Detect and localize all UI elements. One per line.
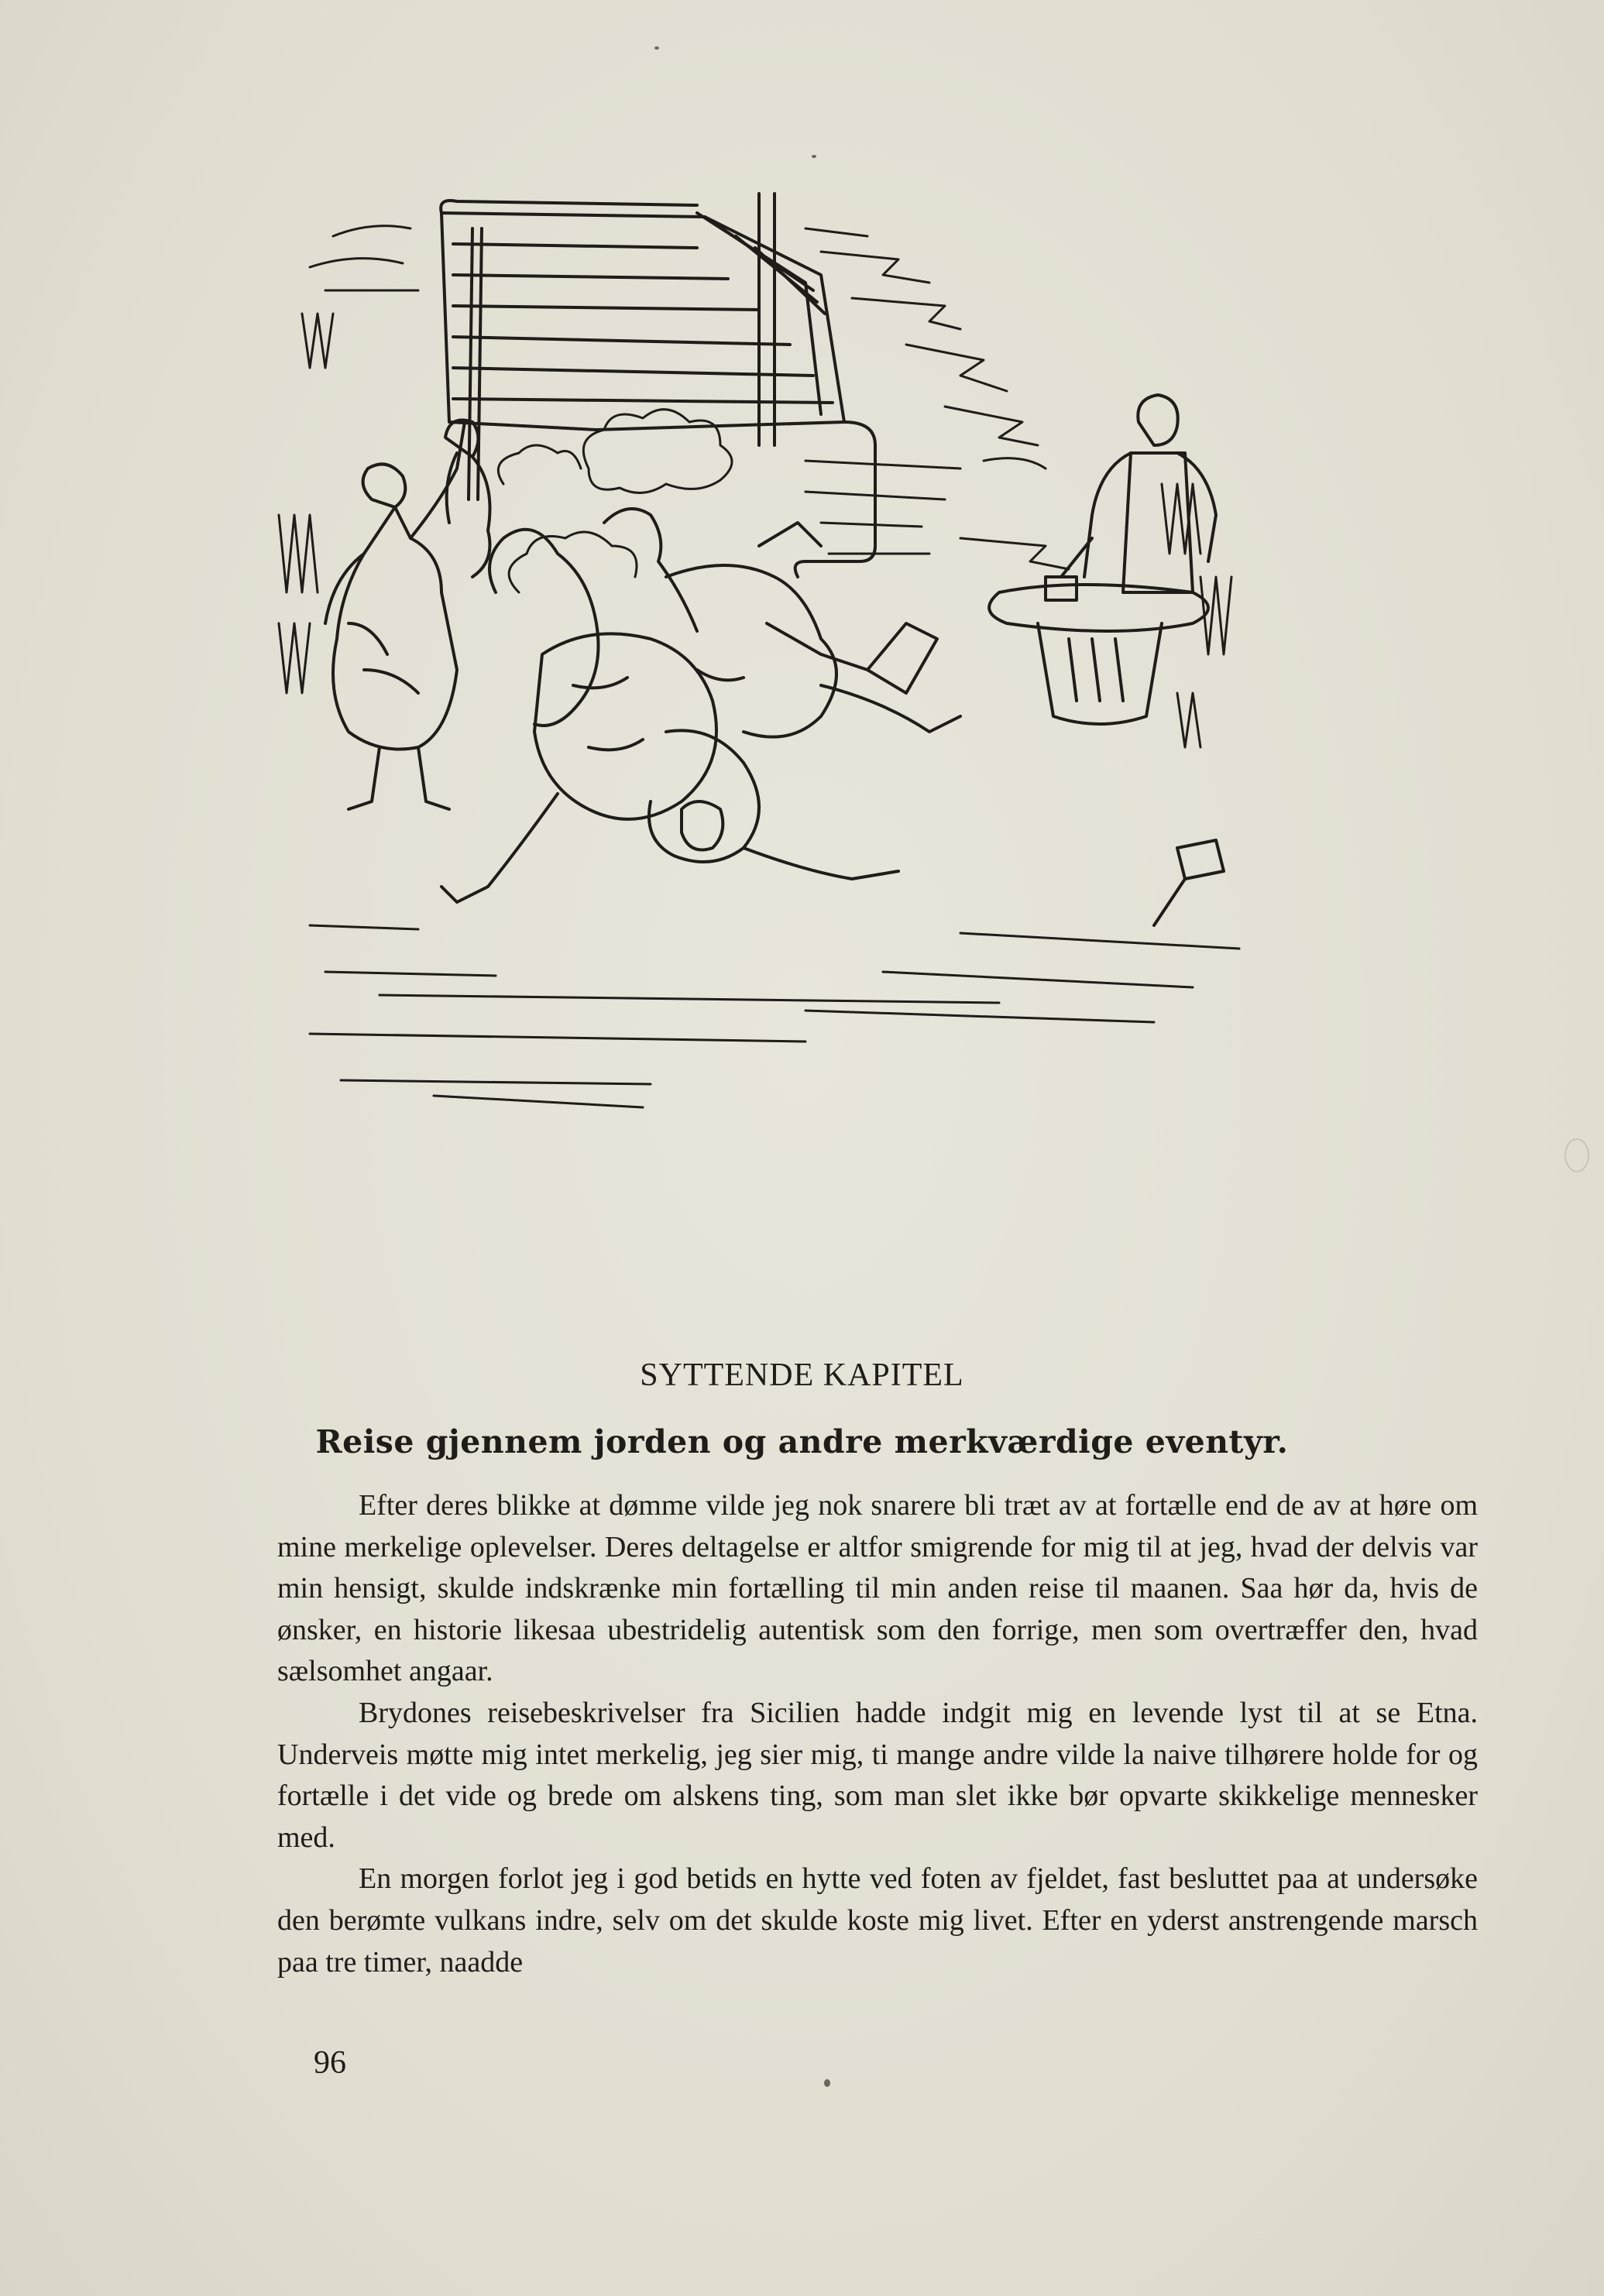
paragraph-2: Brydones reisebeskrivelser fra Sicilien hadde indgit mig en levende lyst til at se Etna. Underveis møtte mig intet merkelig, jeg sier mig, ti mange andre vilde la naive tilhørere holde for og fortælle i det vide og brede om alskens ting, som man slet ikke bør opvarte skikkelige mennesker med. [277,1696,1478,1854]
brawling-figures [441,509,960,902]
floor-hammer [1154,840,1224,925]
engraving-illustration [263,190,1394,1251]
background-hatching [279,226,1231,747]
left-blacksmith [325,422,465,809]
body-text [277,1485,1478,1983]
paper-speck [824,2079,830,2087]
paragraph-1: Efter deres blikke at dømme vilde jeg nok snarere bli træt av at fortælle end de av at høre om mine merkelige oplevelser. Deres deltagelse er altfor smigrende for mig til at jeg, hvad der delvis var min hensigt, skulde indskrænke min fortælling til min anden reise til maanen. Saa hør da, hvis de ønsker, en historie likesaa ubestridelig autentisk som den forrige, men som overtræffer den, hvad sælsomhet angaar. [277,1489,1478,1688]
chapter-heading: SYTTENDE KAPITEL [640,1357,964,1393]
paragraph-3: En morgen forlot jeg i god betids en hytte ved foten av fjeldet, fast besluttet paa at undersøke den berømte vulkans indre, selv om det skulde koste mig livet. Efter en yderst anstrengende marsch paa tre timer, naadde [277,1862,1478,1979]
page-number: 96 [314,2045,346,2081]
chapter-title: Reise gjennem jorden og andre merkværdige eventyr. [315,1423,1289,1460]
paper-speck [654,46,659,50]
paper-speck [812,155,816,158]
right-blacksmith [989,395,1216,724]
forge-hood [441,194,875,577]
floor-lines [310,925,1239,1107]
margin-mark [1565,1138,1589,1172]
forge-smoke [498,410,732,592]
